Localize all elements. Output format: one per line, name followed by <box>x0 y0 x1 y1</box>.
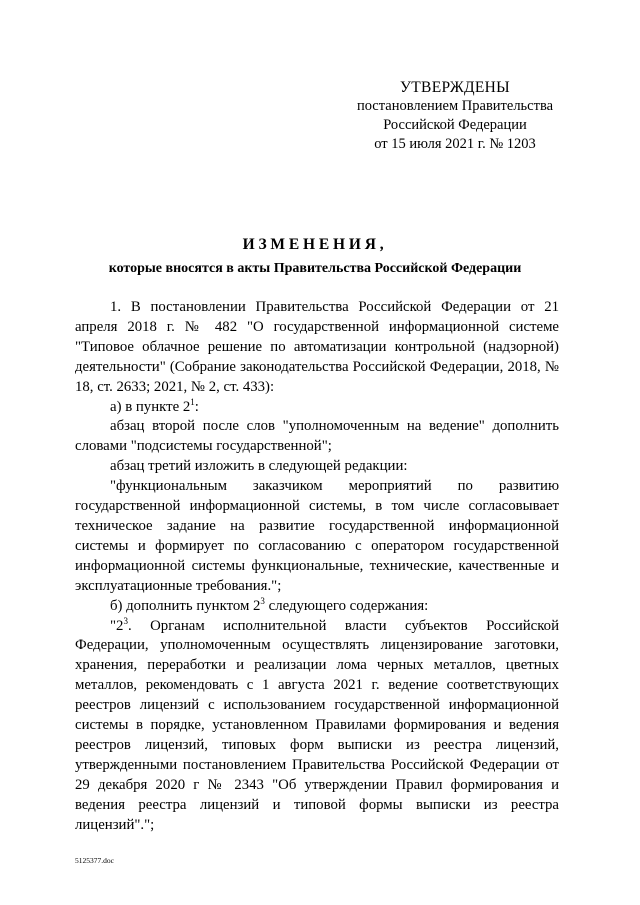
approval-line-decree: постановлением Правительства <box>356 98 554 114</box>
document-subtitle: которые вносятся в акты Правительства Российской Федерации <box>108 261 522 276</box>
quote-2-prefix: "2 <box>110 617 124 634</box>
subitem-a-suffix: : <box>194 398 199 415</box>
approval-block <box>330 78 580 154</box>
subitem-a-superscript: 1 <box>190 396 195 407</box>
quote-2-superscript: 3 <box>123 615 128 626</box>
paragraph-third-abzac: абзац третий изложить в следующей редакции: <box>110 458 408 475</box>
approval-heading: УТВЕРЖДЕНЫ <box>400 79 510 96</box>
subitem-a-paragraph <box>75 398 559 418</box>
quote-paragraph-1: "функциональным заказчиком мероприятий по развитию государственной информационной системы, в том числе согласовывает техническое задание на развитие государственной информационной системы и формирует по согласованию с оператором государственной информационной системы функциональные, технические, качественные и эксплуатационные требования."; <box>75 478 559 594</box>
document-title: ИЗМЕНЕНИЯ, <box>242 236 388 253</box>
quote-paragraph-2 <box>75 617 559 836</box>
subitem-b-paragraph <box>75 597 559 617</box>
document-body <box>75 298 559 835</box>
quote-2-text: . Органам исполнительной власти субъектов Российской Федерации, уполномоченным осуществлять лицензирование заготовки, хранения, переработки и реализации лома черных металлов, цветных металлов, рекомендовать с 1 августа 2021 г. ведение соответствующих реестров лицензий с использованием государственной информационной системы в порядке, установленном Правилами формирования и ведения реестров лицензий, типовых форм выписки из реестра лицензий, утвержденными постановлением Правительства Российской Федерации от 29 декабря 2020 г № 2343 "Об утверждении Правил формирования и ведения реестра лицензий и типовой формы выписки из реестра лицензий"."; <box>75 617 559 833</box>
paragraph-second-abzac: абзац второй после слов "уполномоченным на ведение" дополнить словами "подсистемы государственной"; <box>75 418 559 455</box>
item-1-paragraph: 1. В постановлении Правительства Российской Федерации от 21 апреля 2018 г. № 482 "О государственной информационной системе "Типовое облачное решение по автоматизации контрольной (надзорной) деятельности" (Собрание законодательства Российской Федерации, 2018, № 18, ст. 2633; 2021, № 2, ст. 433): <box>75 299 559 395</box>
subitem-a-prefix: а) в пункте 2 <box>110 398 191 415</box>
approval-line-country: Российской Федерации <box>383 117 527 133</box>
approval-line-date: от 15 июля 2021 г. № 1203 <box>374 136 536 152</box>
subitem-b-prefix: б) дополнить пунктом 2 <box>110 597 261 614</box>
subitem-b-suffix: следующего содержания: <box>264 597 429 614</box>
subitem-b-superscript: 3 <box>260 595 265 606</box>
file-name-footer: 5125377.doc <box>75 856 114 865</box>
